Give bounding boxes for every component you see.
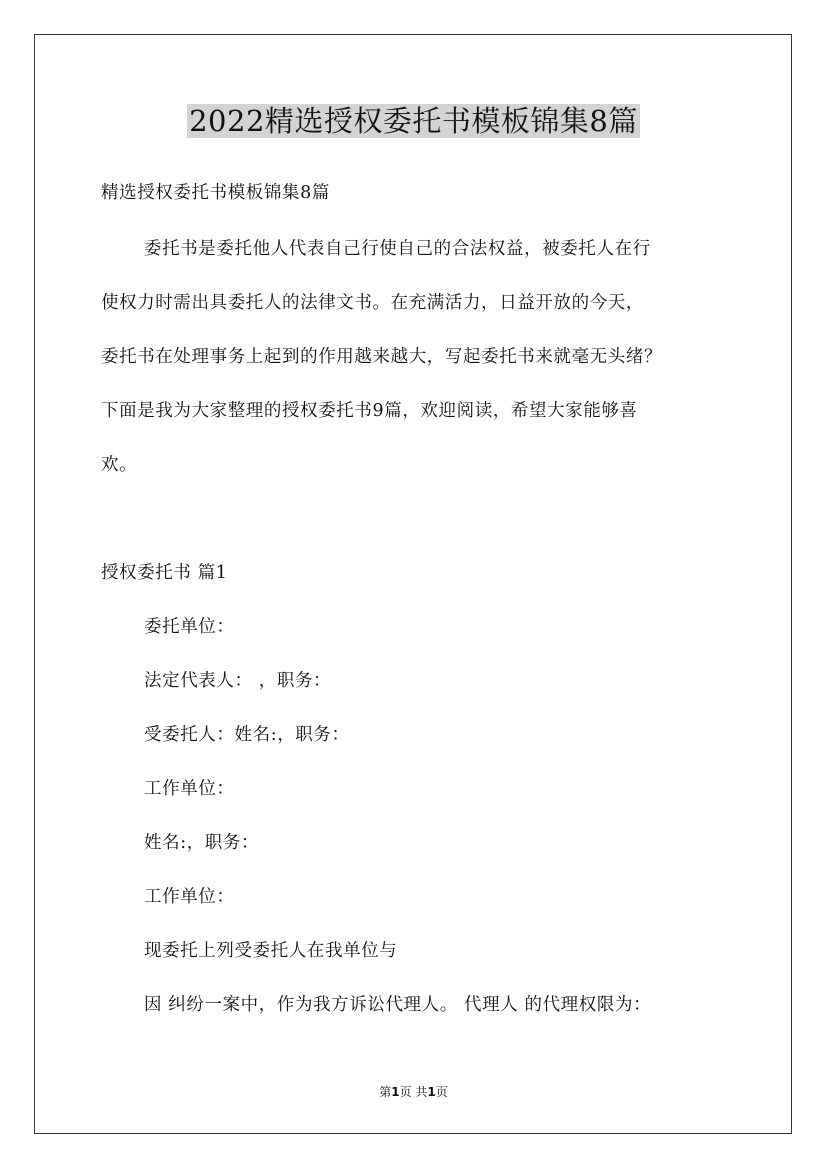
form-line-work-unit-2: 工作单位： [144,887,235,907]
page-footer [0,1084,827,1100]
footer-page-prefix: 第 [379,1085,392,1099]
form-line-client-unit: 委托单位： [144,617,235,637]
form-line-name: 姓名:，职务： [144,833,260,853]
intro-line-4: 下面是我为大家整理的授权委托书9篇，欢迎阅读，希望大家能够喜 [101,401,638,421]
form-line-dispute: 因 纠纷一案中，作为我方诉讼代理人。 代理人 的代理权限为： [144,995,652,1015]
section-heading: 授权委托书 篇1 [101,563,228,583]
footer-page-suffix: 页 [435,1085,448,1099]
footer-page-mid: 页 共 [399,1085,428,1099]
document-title-text: 2022精选授权委托书模板锦集8篇 [189,104,638,138]
document-title [0,101,827,141]
form-line-work-unit-1: 工作单位： [144,779,235,799]
footer-page-number: 1 [391,1085,400,1099]
intro-line-2: 使权力时需出具委托人的法律文书。在充满活力，日益开放的今天， [101,293,644,313]
intro-line-1: 委托书是委托他人代表自己行使自己的合法权益，被委托人在行 [144,239,651,259]
form-line-legal-rep: 法定代表人： ，职务： [144,671,332,691]
document-subtitle: 精选授权委托书模板锦集8篇 [101,183,330,203]
intro-line-5: 欢。 [101,455,138,475]
footer-page-total: 1 [427,1085,436,1099]
form-line-agent: 受委托人：姓名:，职务： [144,725,350,745]
form-line-entrust: 现委托上列受委托人在我单位与 [144,941,398,961]
intro-line-3: 委托书在处理事务上起到的作用越来越大，写起委托书来就毫无头绪？ [101,347,663,367]
